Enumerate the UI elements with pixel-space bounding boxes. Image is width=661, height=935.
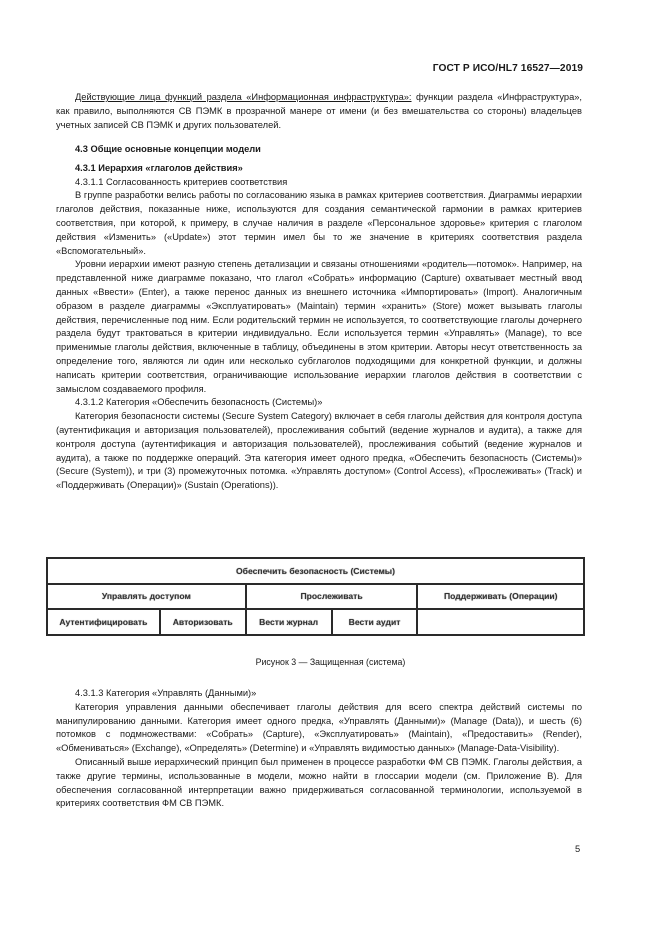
section-block-1 (56, 143, 582, 493)
section-block-2 (56, 687, 582, 811)
intro-block (56, 91, 582, 132)
intro-underlined: Действующие лица функций раздела «Информационная инфраструктура»: (75, 92, 412, 102)
node-sustain: Поддерживать (Операции) (417, 584, 584, 610)
intro-rest: функции раздела «Инфраструктура», как правило, выполняются СВ ПЭМК в прозрачной манере от имени (и без вмешательства со стороны) владельцев учетных записей СВ ПЭМК и других пользователей. (56, 92, 582, 130)
node-track: Прослеживать (246, 584, 418, 610)
leaf-empty (417, 609, 584, 635)
figure-3-diagram (46, 557, 585, 636)
heading-4-3: 4.3 Общие основные концепции модели (75, 144, 261, 154)
page-number: 5 (575, 844, 581, 854)
leaf-authenticate: Аутентифицировать (47, 609, 160, 635)
heading-4-3-1-3: 4.3.1.3 Категория «Управлять (Данными)» (75, 688, 257, 698)
paragraph-4: Категория управления данными обеспечивает глаголы действия для всего спектра действий системы по манипулированию данными. Категория имеет одного предка, «Управлять (Данными)» (Manage (Data)), и шесть (6) потомков с подмножествами: «Собрать» (Capture), «Эксплуатировать» (Maintain), «Предоставить» (Render), «Обмениваться» (Exchange), «Определять» (Determine) и «Управлять видимостью данных» (Manage-Data-Visibility). (56, 701, 582, 754)
paragraph-3: Категория безопасности системы (Secure System Category) включает в себя глаголы действия для контроля доступа (аутентификация и авторизация пользователей), прослеживания событий (ведение журналов и аудита), а также для контроля доступа (аутентификация и авторизация пользователей), прослеживания событий (ведение журналов и аудита), а также по поддержке операций. Эта категория имеет одного предка, «Обеспечить безопасность (Системы)» (Secure (System)), и три (3) промежуточных потомка. «Управлять доступом» (Control Access), «Прослеживать» (Track) и «Поддерживать (Операции)» (Sustain (Operations)). (56, 411, 582, 491)
paragraph-5: Описанный выше иерархический принцип был применен в процессе разработки ФМ СВ ПЭМК. Глаголы действия, а также другие термины, использованные в модели, можно найти в глоссарии модели (см. Приложение В). Для обеспечения согласованной интерпретации важно придерживаться согласованной терминологии, используемой в критериях соответствия ФМ СВ ПЭМК. (56, 756, 582, 809)
paragraph-1: В группе разработки велись работы по согласованию языка в рамках критериев соответствия. Диаграммы иерархии глаголов действия, показанные ниже, используются для создания семантической гармонии в рамках критериев соответствия, при которой, к примеру, в случае наличия в разделе «Персональное здоровье» критерия с глаголом действия «Изменить» («Update») этот термин имел бы то же значение в критериях соответствия раздела «Вспомогательный». (56, 190, 582, 256)
heading-4-3-1-1: 4.3.1.1 Согласованность критериев соответствия (75, 176, 288, 187)
heading-4-3-1-2: 4.3.1.2 Категория «Обеспечить безопасность (Системы)» (75, 397, 323, 408)
intro-paragraph (56, 91, 582, 132)
paragraph-2: Уровни иерархии имеют разную степень детализации и связаны отношениями «родитель—потомок». Например, на представленной ниже диаграмме показано, что глагол «Собрать» информацию (Capture) охватывает местный ввод данных «Ввести» (Enter), а также перенос данных из внешнего источника «Импортировать» (Import). Аналогичным образом в разделе диаграммы «Эксплуатировать» (Maintain) термин «хранить» (Store) может вызывать глаголы действия, перечисленные под ним. Если родительский термин не используется, то соответствующие глаголы дочернего раздела будут трактоваться в критерии индивидуально. Если используется термин «Управлять» (Manage), то все применимые глаголы действия, включенные в таблицу, объединены в этом критерии. Авторы несут ответственность за определение того, являются ли один или несколько субглаголов подходящими для конкретной функции, и должны написать критерии соответствия, ограничивающие использование иерархии глаголов действия в соответствии с замыслом создаваемого профиля. (56, 259, 582, 394)
leaf-audit: Вести аудит (332, 609, 418, 635)
heading-4-3-1: 4.3.1 Иерархия «глаголов действия» (75, 162, 243, 173)
document-header: ГОСТ Р ИСО/HL7 16527—2019 (432, 63, 583, 74)
root-node: Обеспечить безопасность (Системы) (47, 558, 584, 584)
node-control-access: Управлять доступом (47, 584, 246, 610)
figure-caption: Рисунок 3 — Защищенная (система) (255, 657, 406, 667)
hierarchy-table (46, 557, 585, 636)
leaf-log: Вести журнал (246, 609, 332, 635)
leaf-authorize: Авторизовать (160, 609, 246, 635)
